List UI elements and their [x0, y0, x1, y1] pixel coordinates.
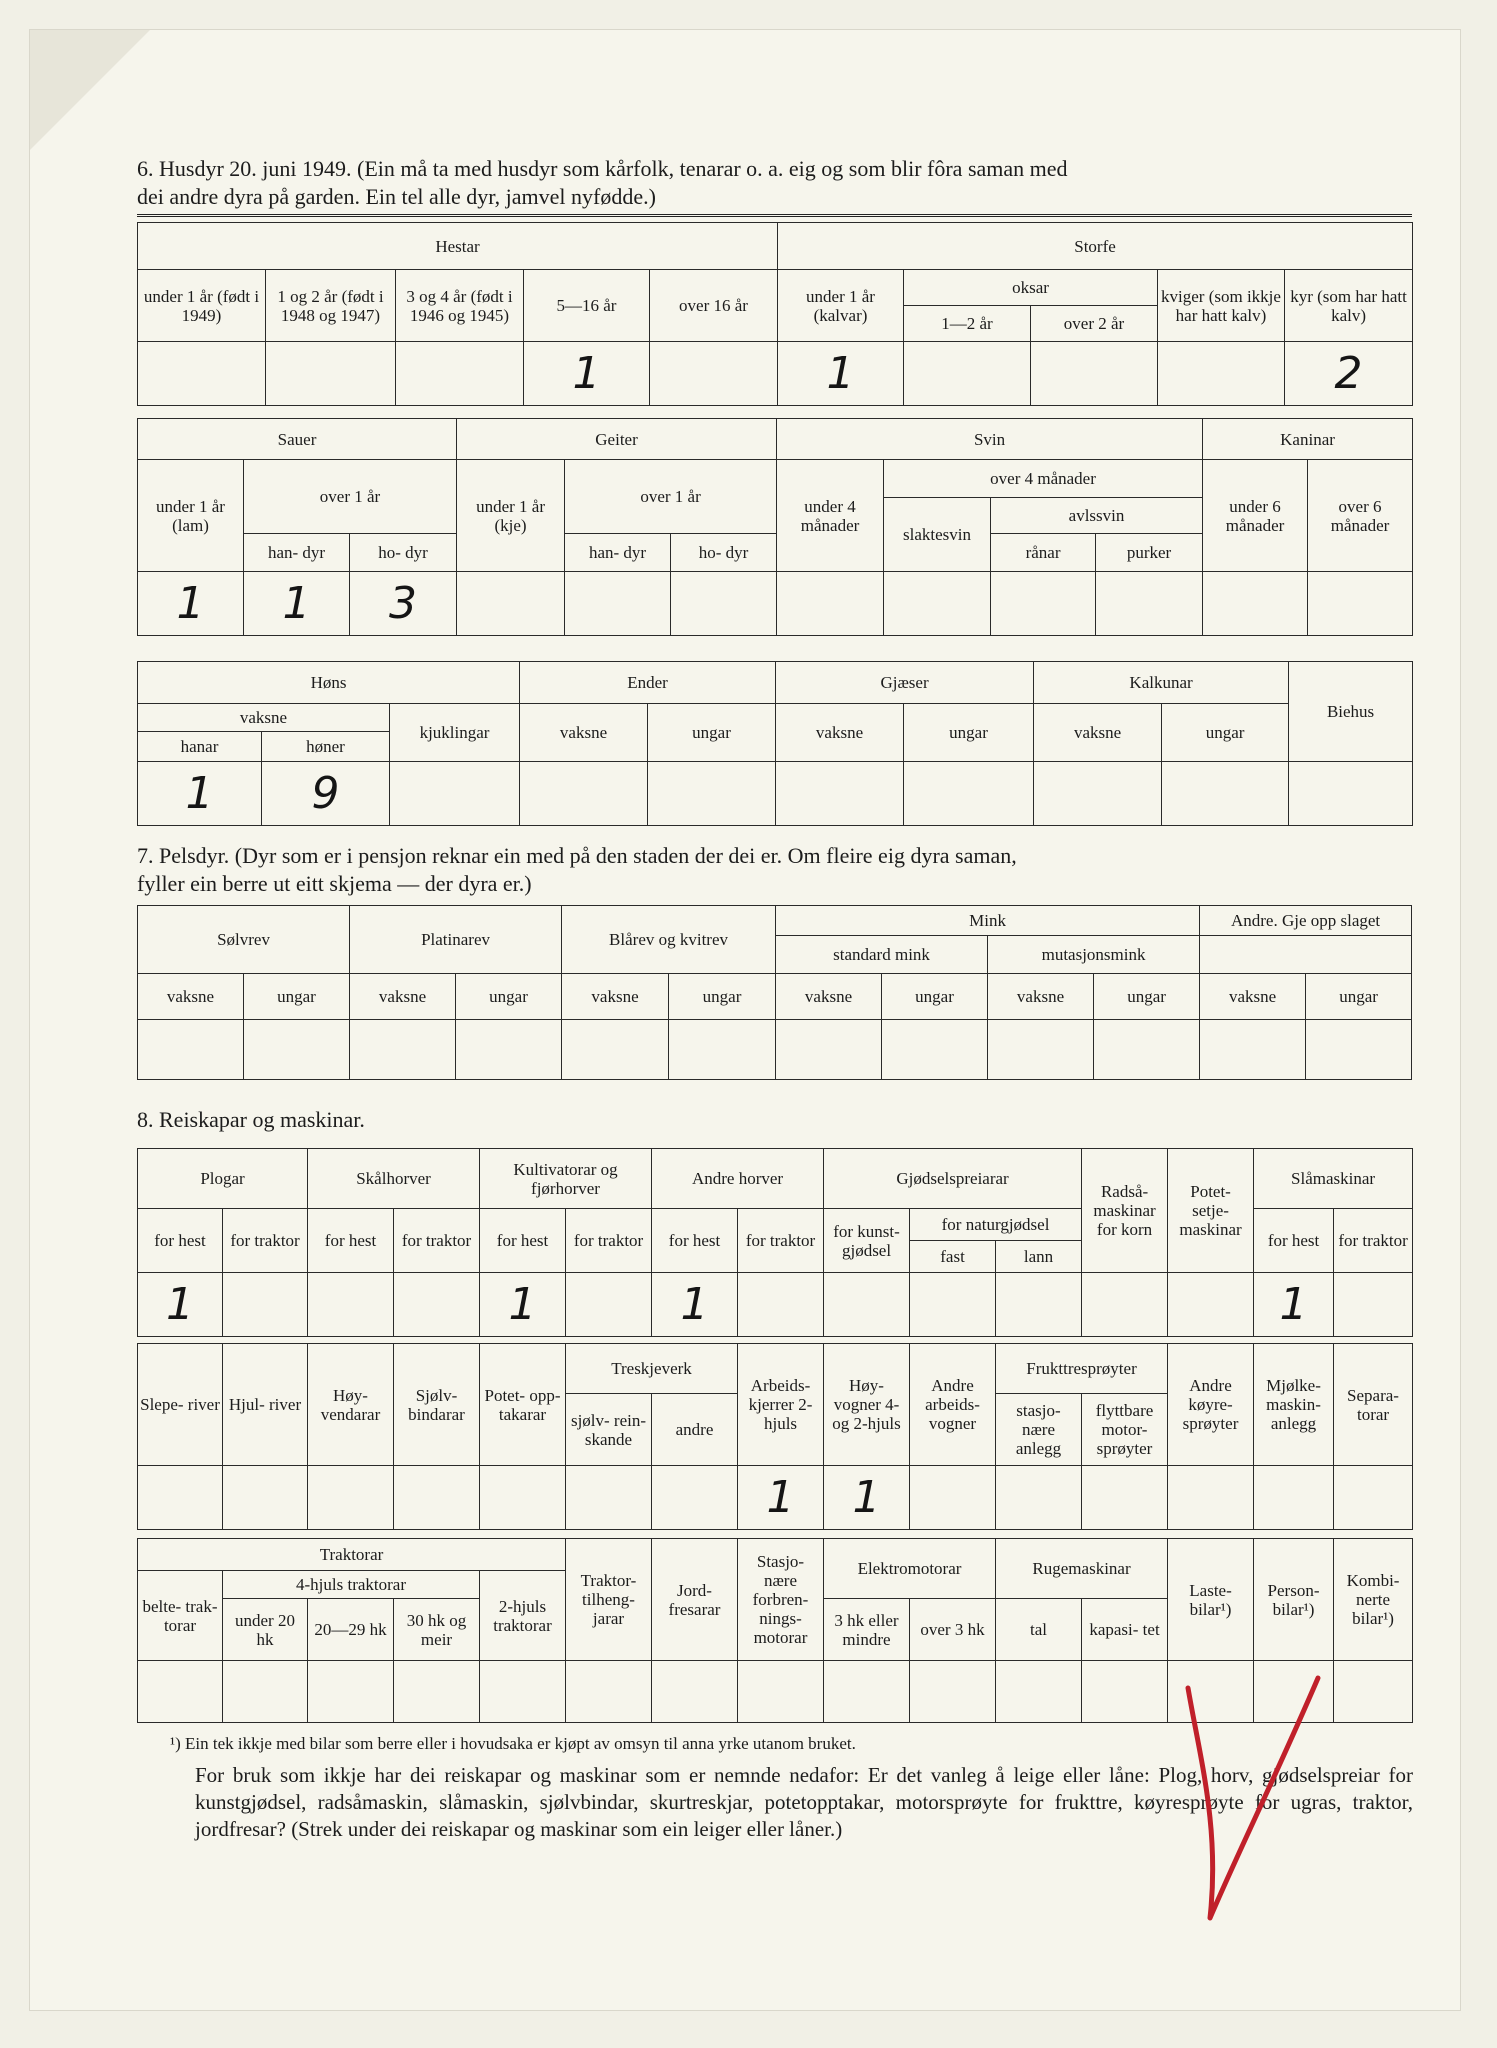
entry-cell[interactable] — [996, 1466, 1082, 1530]
col-hest-under1: under 1 år (født i 1949) — [138, 270, 266, 342]
entry-cell[interactable] — [824, 1661, 910, 1723]
entry-cell[interactable] — [308, 1661, 394, 1723]
header-slamaskinar: Slåmaskinar — [1254, 1149, 1413, 1209]
col-sau-handyr: han- dyr — [244, 534, 350, 572]
col-honer: høner — [262, 732, 390, 762]
entry-cell[interactable] — [456, 1020, 562, 1080]
folded-corner — [30, 30, 150, 150]
col-lann: lann — [996, 1241, 1082, 1273]
header-svin: Svin — [777, 419, 1203, 460]
col-vaksne: vaksne — [1200, 974, 1306, 1020]
entry-cell[interactable] — [988, 1020, 1094, 1080]
entry-cell[interactable] — [1200, 1020, 1306, 1080]
entry-cell[interactable] — [910, 1273, 996, 1337]
entry-cell[interactable] — [562, 1020, 669, 1080]
entry-cell[interactable] — [904, 342, 1031, 406]
col-hest-1-2: 1 og 2 år (født i 1948 og 1947) — [266, 270, 396, 342]
entry-cell[interactable] — [457, 572, 565, 636]
col-30hk-plus: 30 hk og meir — [394, 1599, 480, 1661]
col-hest-5-16: 5—16 år — [524, 270, 650, 342]
entry-cell[interactable] — [652, 1466, 738, 1530]
col-oksar-over2: over 2 år — [1031, 306, 1158, 342]
col-for-traktor: for traktor — [394, 1209, 480, 1273]
entry-cell[interactable] — [1334, 1273, 1413, 1337]
col-20-29hk: 20—29 hk — [308, 1599, 394, 1661]
col-kanin-under6: under 6 månader — [1203, 460, 1308, 572]
entry-cell[interactable]: 1 — [524, 342, 650, 406]
col-vaksne: vaksne — [988, 974, 1094, 1020]
entry-cell[interactable]: 1 — [138, 572, 244, 636]
header-storfe: Storfe — [778, 223, 1413, 270]
entry-cell[interactable] — [996, 1661, 1082, 1723]
header-kaninar: Kaninar — [1203, 419, 1413, 460]
entry-cell[interactable] — [138, 342, 266, 406]
entry-cell[interactable] — [350, 1020, 456, 1080]
col-treskje-andre: andre — [652, 1394, 738, 1466]
col-gjaser-vaksne: vaksne — [776, 704, 904, 762]
entry-cell[interactable] — [650, 342, 778, 406]
entry-cell[interactable] — [566, 1466, 652, 1530]
entry-cell[interactable] — [1082, 1466, 1168, 1530]
entry-cell[interactable]: 1 — [244, 572, 350, 636]
section-7-title-line-2: fyller ein berre ut eitt skjema — der dyra er.) — [137, 871, 532, 896]
col-kalkun-vaksne: vaksne — [1034, 704, 1162, 762]
livestock-poultry-table — [137, 661, 1413, 826]
col-kjuklingar: kjuklingar — [390, 704, 520, 762]
col-hanar: hanar — [138, 732, 262, 762]
col-beltetraktorar: belte- trak- torar — [138, 1571, 223, 1661]
header-geiter: Geiter — [457, 419, 777, 460]
header-hons: Høns — [138, 662, 520, 704]
entry-cell[interactable] — [1031, 342, 1158, 406]
entry-cell[interactable] — [884, 572, 991, 636]
section-6-title-line-2: dei andre dyra på garden. Ein tel alle dyr, jamvel nyfødde.) — [137, 184, 656, 209]
entry-cell[interactable] — [223, 1661, 308, 1723]
col-for-hest: for hest — [652, 1209, 738, 1273]
entry-cell[interactable] — [776, 762, 904, 826]
machinery-table-1 — [137, 1148, 1413, 1337]
col-for-hest: for hest — [1254, 1209, 1334, 1273]
section-6-title — [137, 155, 1417, 211]
entry-cell[interactable] — [1306, 1020, 1412, 1080]
machinery-table-2 — [137, 1343, 1413, 1530]
col-kombinerte-bilar: Kombi- nerte bilar¹) — [1334, 1539, 1413, 1661]
entry-cell[interactable] — [1334, 1466, 1413, 1530]
instruction-paragraph: For bruk som ikkje har dei reiskapar og maskinar som er nemnde nedafor: Er det vanleg å leige eller låne: Plog, horv, gjødselspreiar for kunstgjødsel, radsåmaskin, slåmaskin, sjølvbindar, skurtreskjar, potetopptakar, motorsprøyte for frukttre, køyresprøyte for ugras, traktor, jordfresar? (Strek under dei reiskapar og maskinar som ein leiger eller låner.) — [195, 1763, 1413, 1841]
entry-cell[interactable] — [1158, 342, 1285, 406]
section-7-title — [137, 842, 1417, 898]
header-mink: Mink — [776, 906, 1200, 936]
col-kalkun-ungar: ungar — [1162, 704, 1289, 762]
entry-cell[interactable] — [480, 1661, 566, 1723]
entry-cell[interactable] — [394, 1273, 480, 1337]
col-lam: under 1 år (lam) — [138, 460, 244, 572]
col-sau-hodyr: ho- dyr — [350, 534, 457, 572]
header-kultivatorar: Kultivatorar og fjørhorver — [480, 1149, 652, 1209]
entry-cell[interactable]: 1 — [652, 1273, 738, 1337]
entry-cell[interactable] — [1034, 762, 1162, 826]
col-ender-ungar: ungar — [648, 704, 776, 762]
entry-cell[interactable]: 1 — [138, 1273, 223, 1337]
entry-cell[interactable] — [1308, 572, 1413, 636]
col-kapasitet: kapasi- tet — [1082, 1599, 1168, 1661]
entry-cell[interactable] — [308, 1466, 394, 1530]
section-8-title-text: 8. Reiskapar og maskinar. — [137, 1107, 365, 1132]
entry-cell[interactable]: 1 — [138, 762, 262, 826]
col-kviger: kviger (som ikkje har hatt kalv) — [1158, 270, 1285, 342]
col-ungar: ungar — [1306, 974, 1412, 1020]
entry-cell[interactable] — [1168, 1466, 1254, 1530]
col-svin-under4: under 4 månader — [777, 460, 884, 572]
col-ungar: ungar — [1094, 974, 1200, 1020]
entry-cell[interactable]: 1 — [824, 1466, 910, 1530]
col-hoyvendarar: Høy- vendarar — [308, 1344, 394, 1466]
col-for-kunstgjodsel: for kunst- gjødsel — [824, 1209, 910, 1273]
col-for-traktor: for traktor — [738, 1209, 824, 1273]
entry-cell[interactable] — [776, 1020, 882, 1080]
entry-cell[interactable] — [669, 1020, 776, 1080]
entry-cell[interactable] — [671, 572, 777, 636]
livestock-horses-cattle-table — [137, 222, 1413, 406]
col-3hk-or-less: 3 hk eller mindre — [824, 1599, 910, 1661]
col-hons-vaksne: vaksne — [138, 704, 390, 732]
footnote: ¹) Ein tek ikkje med bilar som berre eller i hovudsaka er kjøpt av omsyn til anna yrke utanom bruket. — [170, 1734, 856, 1753]
col-oksar-1-2: 1—2 år — [904, 306, 1031, 342]
entry-cell[interactable] — [138, 1466, 223, 1530]
entry-cell[interactable] — [991, 572, 1096, 636]
col-treskjeverk: Treskjeverk — [566, 1344, 738, 1394]
col-kanin-over6: over 6 månader — [1308, 460, 1413, 572]
header-blarev: Blårev og kvitrev — [562, 906, 776, 974]
col-andre-blank — [1200, 936, 1412, 974]
col-ungar: ungar — [669, 974, 776, 1020]
header-elektromotorar: Elektromotorar — [824, 1539, 996, 1599]
col-standard-mink: standard mink — [776, 936, 988, 974]
entry-cell[interactable] — [1082, 1661, 1168, 1723]
header-sauer: Sauer — [138, 419, 457, 460]
col-lastebilar: Laste- bilar¹) — [1168, 1539, 1254, 1661]
entry-cell[interactable] — [824, 1273, 910, 1337]
entry-cell[interactable] — [396, 342, 524, 406]
entry-cell[interactable] — [1289, 762, 1413, 826]
header-gjodselspreiarar: Gjødselspreiarar — [824, 1149, 1082, 1209]
col-koyresproyter: Andre køyre- sprøyter — [1168, 1344, 1254, 1466]
col-ungar: ungar — [456, 974, 562, 1020]
entry-cell[interactable] — [1082, 1273, 1168, 1337]
col-slaktesvin: slaktesvin — [884, 498, 991, 572]
col-arbeidskjerrer: Arbeids- kjerrer 2-hjuls — [738, 1344, 824, 1466]
header-radsamaskinar: Radså- maskinar for korn — [1082, 1149, 1168, 1273]
entry-cell[interactable] — [904, 762, 1034, 826]
col-ungar: ungar — [244, 974, 350, 1020]
entry-cell[interactable] — [1168, 1273, 1254, 1337]
col-potetopptakarar: Potet- opp- takarar — [480, 1344, 566, 1466]
col-sleperiver: Slepe- river — [138, 1344, 223, 1466]
entry-cell[interactable] — [1162, 762, 1289, 826]
col-ungar: ungar — [882, 974, 988, 1020]
entry-cell[interactable]: 1 — [1254, 1273, 1334, 1337]
entry-cell[interactable] — [520, 762, 648, 826]
header-andre: Andre. Gje opp slaget — [1200, 906, 1412, 936]
entry-cell[interactable] — [648, 762, 776, 826]
entry-cell[interactable]: 9 — [262, 762, 390, 826]
entry-cell[interactable]: 1 — [480, 1273, 566, 1337]
col-kyr: kyr (som har hatt kalv) — [1285, 270, 1413, 342]
col-for-traktor: for traktor — [223, 1209, 308, 1273]
col-gjaser-ungar: ungar — [904, 704, 1034, 762]
entry-cell[interactable]: 3 — [350, 572, 457, 636]
col-geit-over1: over 1 år — [565, 460, 777, 534]
col-arbeidsvogner: Andre arbeids- vogner — [910, 1344, 996, 1466]
col-for-naturgjodsel: for naturgjødsel — [910, 1209, 1082, 1241]
col-tal: tal — [996, 1599, 1082, 1661]
entry-cell[interactable] — [996, 1273, 1082, 1337]
entry-cell[interactable] — [566, 1661, 652, 1723]
col-vaksne: vaksne — [350, 974, 456, 1020]
entry-cell[interactable] — [1334, 1661, 1413, 1723]
entry-cell[interactable]: 1 — [738, 1466, 824, 1530]
entry-cell[interactable] — [390, 762, 520, 826]
col-hest-3-4: 3 og 4 år (født i 1946 og 1945) — [396, 270, 524, 342]
red-checkmark-icon — [1180, 1668, 1330, 1948]
header-solvrev: Sølvrev — [138, 906, 350, 974]
entry-cell[interactable] — [1096, 572, 1203, 636]
col-4-hjuls: 4-hjuls traktorar — [223, 1571, 480, 1599]
entry-cell[interactable] — [1203, 572, 1308, 636]
col-hest-over16: over 16 år — [650, 270, 778, 342]
entry-cell[interactable] — [882, 1020, 988, 1080]
entry-cell[interactable]: 2 — [1285, 342, 1413, 406]
rule — [137, 214, 1412, 217]
col-vaksne: vaksne — [562, 974, 669, 1020]
header-rugemaskinar: Rugemaskinar — [996, 1539, 1168, 1599]
col-hoyvogner: Høy- vogner 4- og 2-hjuls — [824, 1344, 910, 1466]
col-under-20hk: under 20 hk — [223, 1599, 308, 1661]
col-svin-over4: over 4 månader — [884, 460, 1203, 498]
section-6-title-line-1: 6. Husdyr 20. juni 1949. (Ein må ta med husdyr som kårfolk, tenarar o. a. eig og som blir fôra saman med — [137, 156, 1068, 181]
header-plogar: Plogar — [138, 1149, 308, 1209]
col-sau-over1: over 1 år — [244, 460, 457, 534]
col-kalvar: under 1 år (kalvar) — [778, 270, 904, 342]
col-oksar: oksar — [904, 270, 1158, 306]
header-andre-horver: Andre horver — [652, 1149, 824, 1209]
col-kje: under 1 år (kje) — [457, 460, 565, 572]
entry-cell[interactable] — [652, 1661, 738, 1723]
header-biehus: Biehus — [1289, 662, 1413, 762]
entry-cell[interactable]: 1 — [778, 342, 904, 406]
entry-cell[interactable] — [223, 1273, 308, 1337]
col-sjolvbindarar: Sjølv- bindarar — [394, 1344, 480, 1466]
col-for-hest: for hest — [138, 1209, 223, 1273]
livestock-sheep-goat-pig-table — [137, 418, 1413, 636]
col-geit-handyr: han- dyr — [565, 534, 671, 572]
col-sjolvreinskande: sjølv- rein- skande — [566, 1394, 652, 1466]
col-vaksne: vaksne — [138, 974, 244, 1020]
col-for-hest: for hest — [480, 1209, 566, 1273]
fur-animals-table — [137, 905, 1412, 1080]
header-skalhorver: Skålhorver — [308, 1149, 480, 1209]
col-geit-hodyr: ho- dyr — [671, 534, 777, 572]
col-vaksne: vaksne — [776, 974, 882, 1020]
col-for-traktor: for traktor — [566, 1209, 652, 1273]
col-2-hjuls: 2-hjuls traktorar — [480, 1571, 566, 1661]
entry-cell[interactable] — [910, 1661, 996, 1723]
col-personbilar: Person- bilar¹) — [1254, 1539, 1334, 1661]
header-kalkunar: Kalkunar — [1034, 662, 1289, 704]
entry-cell[interactable] — [394, 1661, 480, 1723]
entry-cell[interactable] — [223, 1466, 308, 1530]
col-frukttresproyter: Frukttresprøyter — [996, 1344, 1168, 1394]
col-hjulriver: Hjul- river — [223, 1344, 308, 1466]
col-flyttbare: flyttbare motor- sprøyter — [1082, 1394, 1168, 1466]
entry-cell[interactable] — [566, 1273, 652, 1337]
entry-cell[interactable] — [138, 1020, 244, 1080]
entry-cell[interactable] — [480, 1466, 566, 1530]
entry-cell[interactable] — [394, 1466, 480, 1530]
entry-cell[interactable] — [244, 1020, 350, 1080]
entry-cell[interactable] — [1094, 1020, 1200, 1080]
col-mjolkemaskin: Mjølke- maskin- anlegg — [1254, 1344, 1334, 1466]
header-traktorar: Traktorar — [138, 1539, 566, 1571]
col-traktortilhengjarar: Traktor- tilheng- jarar — [566, 1539, 652, 1661]
col-for-hest: for hest — [308, 1209, 394, 1273]
col-ender-vaksne: vaksne — [520, 704, 648, 762]
col-forbrenningsmotorar: Stasjo- nære forbren- nings- motorar — [738, 1539, 824, 1661]
col-purker: purker — [1096, 534, 1203, 572]
col-over-3hk: over 3 hk — [910, 1599, 996, 1661]
header-ender: Ender — [520, 662, 776, 704]
col-mutasjonsmink: mutasjonsmink — [988, 936, 1200, 974]
entry-cell[interactable] — [138, 1661, 223, 1723]
col-separatorar: Separa- torar — [1334, 1344, 1413, 1466]
col-ranar: rånar — [991, 534, 1096, 572]
entry-cell[interactable] — [266, 342, 396, 406]
section-8-title — [137, 1106, 1417, 1134]
header-platinarev: Platinarev — [350, 906, 562, 974]
entry-cell[interactable] — [738, 1661, 824, 1723]
col-fast: fast — [910, 1241, 996, 1273]
entry-cell[interactable] — [910, 1466, 996, 1530]
col-stasjonaere: stasjo- nære anlegg — [996, 1394, 1082, 1466]
header-gjaser: Gjæser — [776, 662, 1034, 704]
col-for-traktor: for traktor — [1334, 1209, 1413, 1273]
col-avlssvin: avlssvin — [991, 498, 1203, 534]
header-potetsetjemaskinar: Potet- setje- maskinar — [1168, 1149, 1254, 1273]
entry-cell[interactable] — [738, 1273, 824, 1337]
header-hestar: Hestar — [138, 223, 778, 270]
col-jordfresarar: Jord- fresarar — [652, 1539, 738, 1661]
entry-cell[interactable] — [1254, 1466, 1334, 1530]
section-7-title-line-1: 7. Pelsdyr. (Dyr som er i pensjon reknar ein med på den staden der dei er. Om fleire eig dyra saman, — [137, 843, 1017, 868]
entry-cell[interactable] — [565, 572, 671, 636]
entry-cell[interactable] — [308, 1273, 394, 1337]
entry-cell[interactable] — [777, 572, 884, 636]
